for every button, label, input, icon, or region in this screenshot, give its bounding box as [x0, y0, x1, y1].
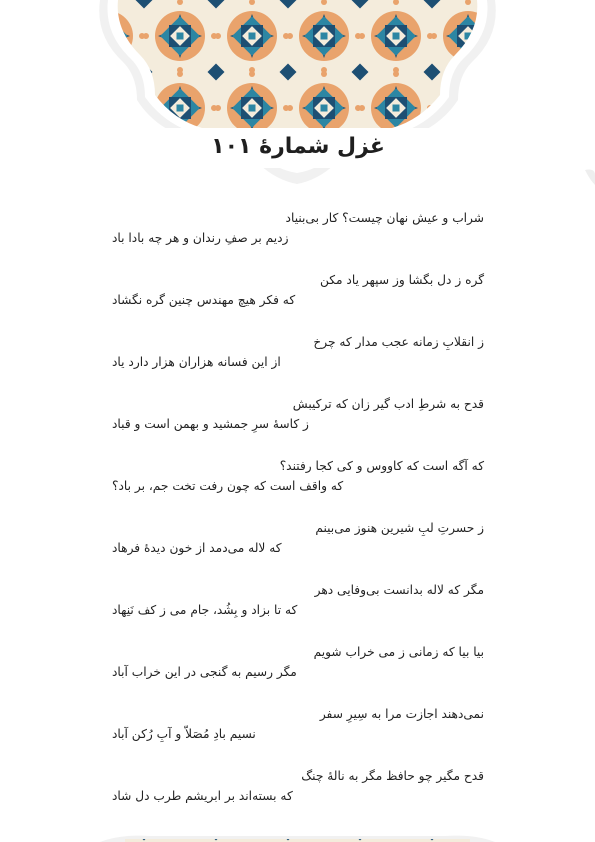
- bayt: [112, 269, 484, 331]
- bayt: [112, 455, 484, 517]
- bayt: [112, 641, 484, 703]
- misra-second: زدیم بر صفِ رندان و هر چه بادا باد: [112, 231, 289, 245]
- misra-first: نمی‌دهند اجازت مرا به سِیرِ سفر: [319, 707, 484, 721]
- misra-first: ز حسرتِ لبِ شیرین هنوز می‌بینم: [315, 521, 484, 535]
- misra-first: مگر که لاله بدانست بی‌وفایی دهر: [314, 583, 484, 597]
- misra-second: که لاله می‌دمد از خون دیدهٔ فرهاد: [112, 541, 282, 555]
- misra-second: که فکر هیچ مهندس چنین گره نگشاد: [112, 293, 296, 307]
- bayt: [112, 579, 484, 641]
- bayt: [112, 331, 484, 393]
- poem-title: غزل شمارهٔ ۱۰۱: [211, 134, 385, 159]
- misra-first: که آگه است که کاووس و کی کجا رفتند؟: [279, 459, 484, 473]
- misra-second: نسیم بادِ مُصَلاّ و آبِ رُکن آباد: [112, 727, 256, 741]
- misra-first: قدح به شرطِ ادب گیر زان که ترکیبش: [292, 397, 484, 411]
- misra-first: ز انقلابِ زمانه عجب مدار که چرخ: [313, 335, 484, 349]
- bayt: [112, 703, 484, 765]
- bayt: [112, 517, 484, 579]
- misra-first: قدح مگیر چو حافظ مگر به نالهٔ چنگ: [301, 769, 484, 783]
- bayt: [112, 207, 484, 269]
- misra-second: که تا بزاد و بِشُد، جام می ز کف نَنِهاد: [112, 603, 298, 617]
- misra-second: که بسته‌اند بر ابریشم طرب دل شاد: [112, 789, 293, 803]
- misra-second: از این فسانه هزاران هزار دارد یاد: [112, 355, 281, 369]
- misra-second: ز کاسهٔ سرِ جمشید و بهمن است و قباد: [112, 417, 309, 431]
- bayt: [112, 765, 484, 827]
- misra-second: که واقف است که چون رفت تخت جم، بر باد؟: [112, 479, 344, 493]
- bottom-ornament-strip: [0, 832, 595, 842]
- misra-second: مگر رسیم به گنجی در این خراب آباد: [112, 665, 297, 679]
- misra-first: بیا بیا که زمانی ز می خراب شویم: [313, 645, 484, 659]
- bayt: [112, 393, 484, 455]
- poem-body: [112, 207, 484, 827]
- misra-first: شراب و عیش نهان چیست؟ کار بی‌بنیاد: [285, 211, 484, 225]
- misra-first: گره ز دل بگشا وز سپهر یاد مکن: [320, 273, 484, 287]
